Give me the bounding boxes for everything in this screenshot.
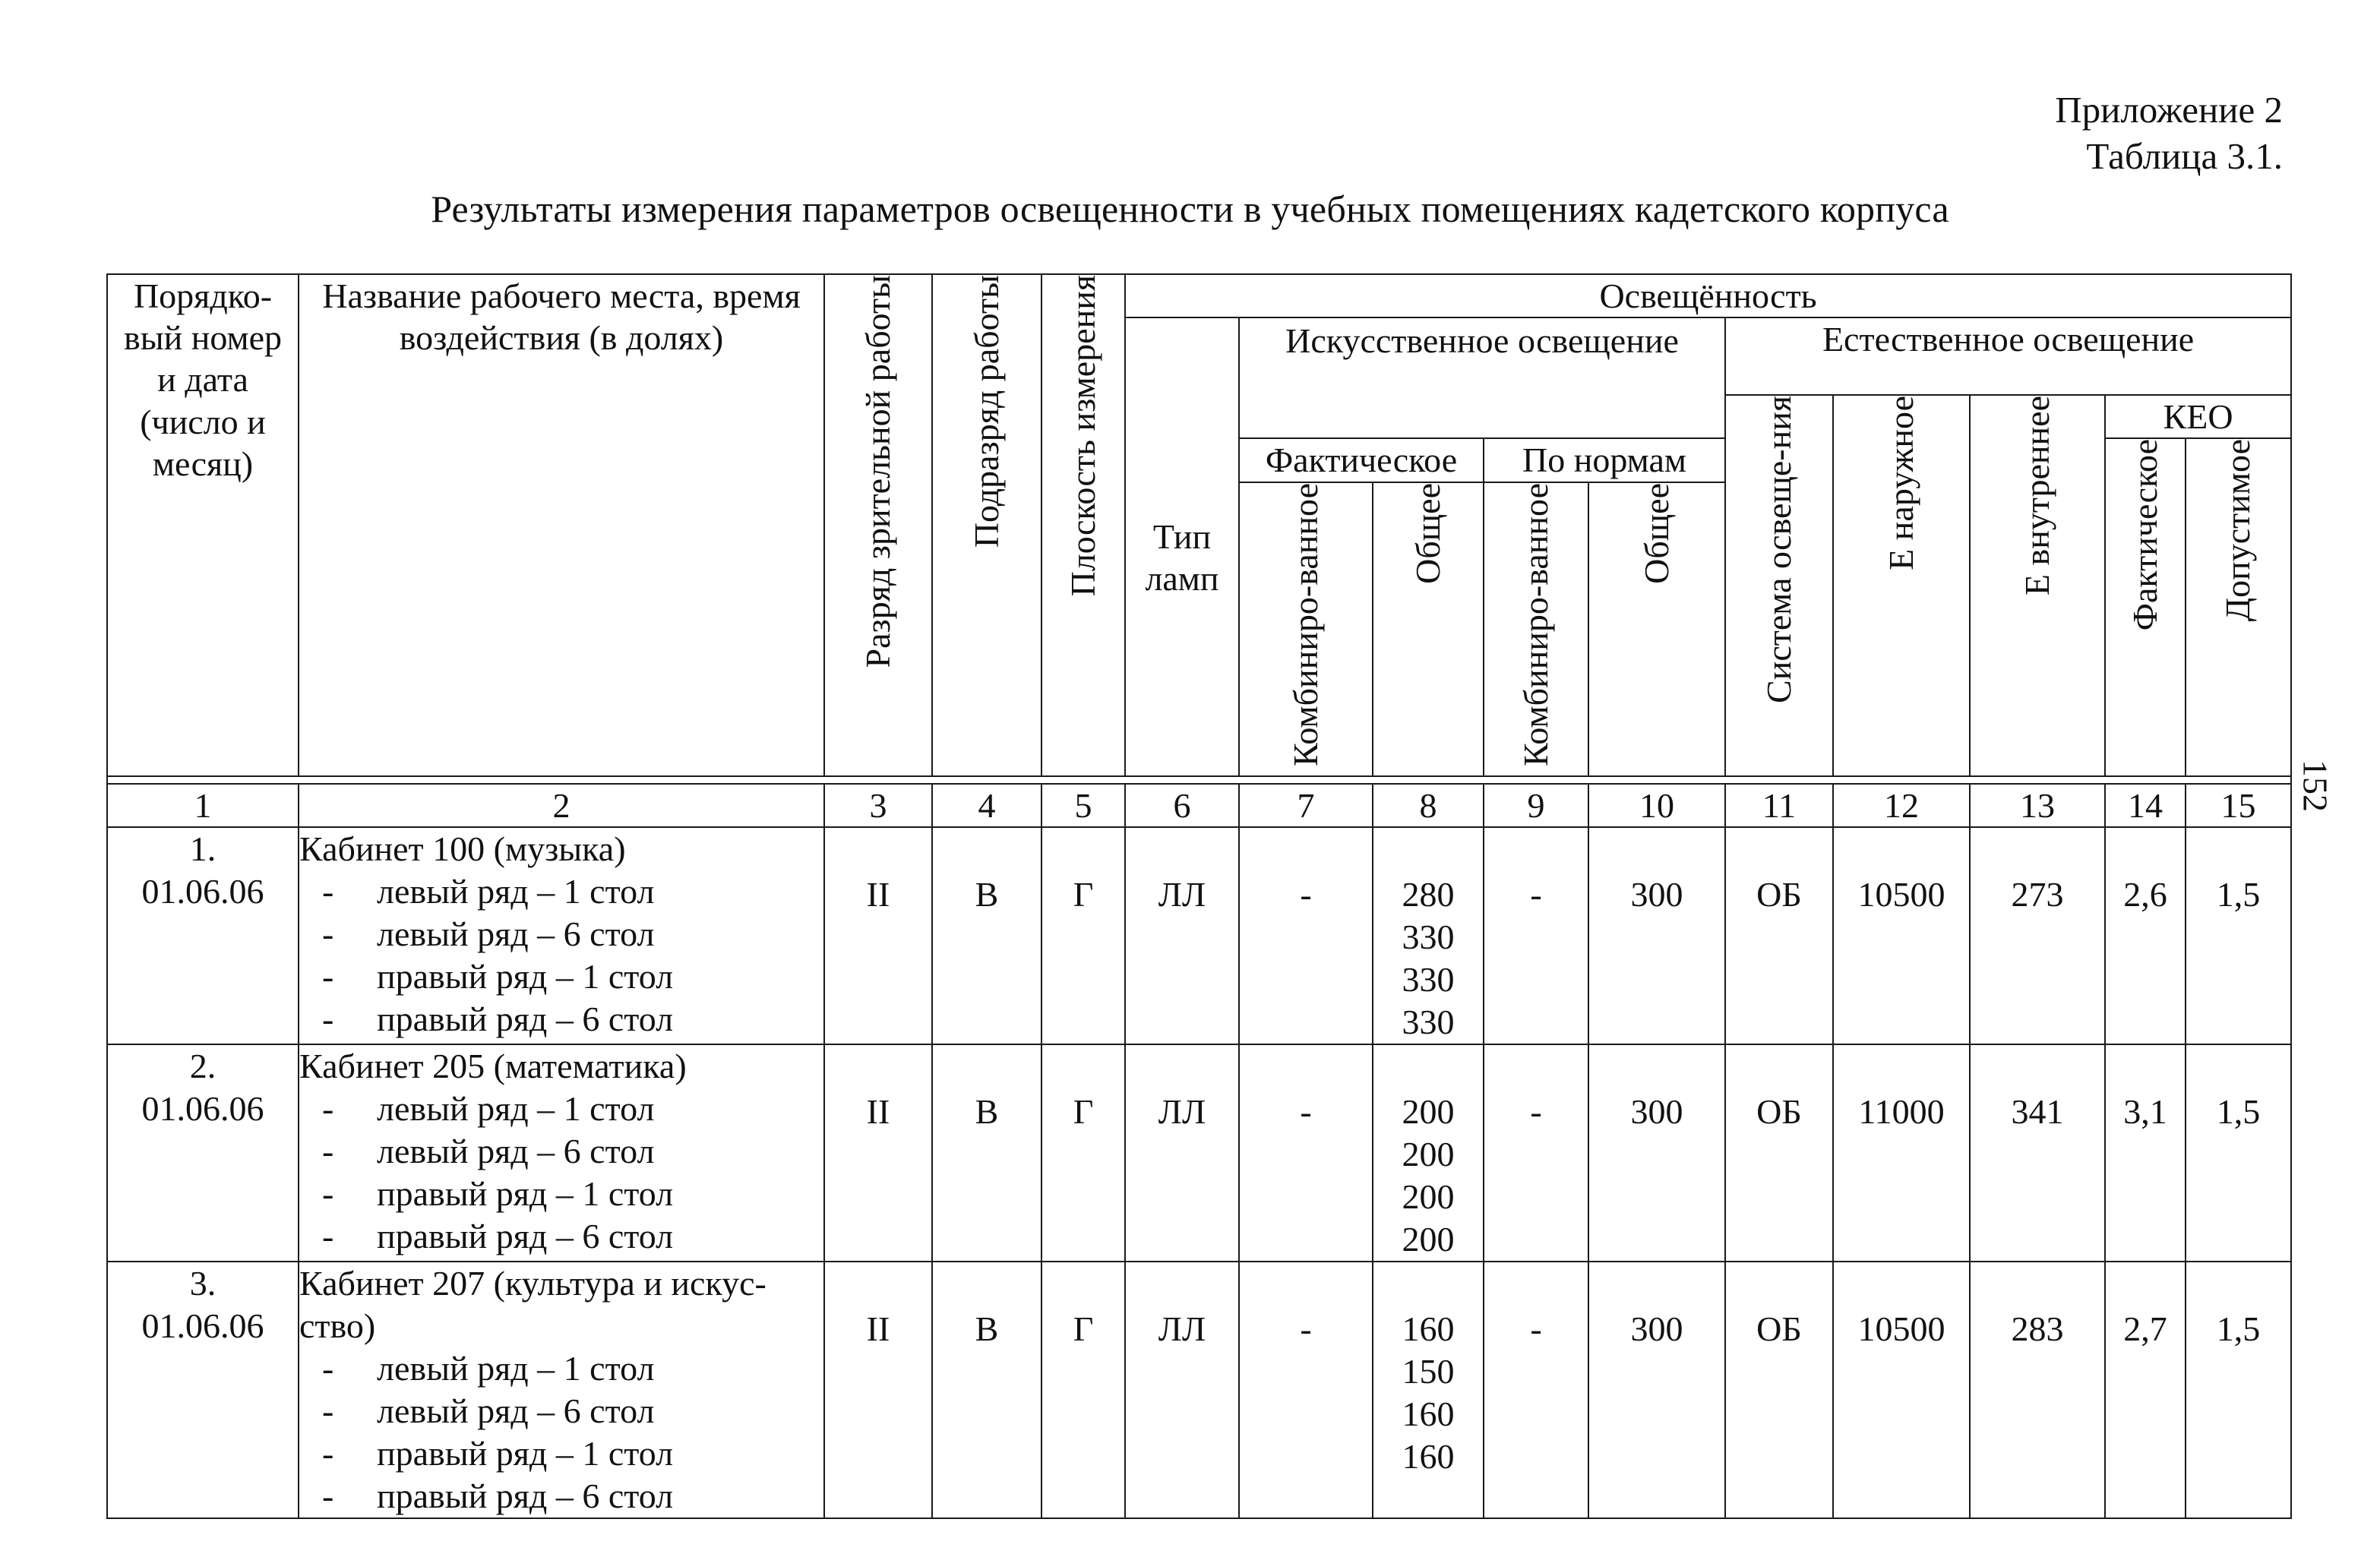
header-natural: Естественное освещение — [1725, 317, 2291, 395]
general-actual-cell: 160 150 160 160 — [1373, 1262, 1484, 1518]
annex-label: Приложение 2 — [2055, 89, 2283, 131]
illumination-results-table — [106, 273, 2292, 1519]
header-e-indoor: Е внутреннее — [1970, 395, 2105, 776]
lamp-type-cell: ЛЛ — [1125, 1044, 1239, 1262]
e-outdoor-cell: 10500 — [1833, 1262, 1970, 1518]
header-subcategory: Подразряд работы — [932, 274, 1041, 776]
list-item: - левый ряд – 1 стол — [322, 1088, 655, 1128]
header-norms: По нормам — [1484, 438, 1725, 482]
row-gap — [107, 776, 2291, 784]
workplace-cell — [299, 1262, 824, 1518]
header-visual-category: Разряд зрительной работы — [824, 274, 932, 776]
general-norm-cell: 300 — [1588, 827, 1725, 1044]
room-name: Кабинет 207 (культура и искус- — [299, 1263, 766, 1303]
e-indoor-cell: 341 — [1970, 1044, 2105, 1262]
list-item: - левый ряд – 6 стол — [322, 914, 655, 953]
combined-norm-cell: - — [1484, 1262, 1588, 1518]
header-illumination: Освещённость — [1125, 274, 2291, 317]
list-item: - левый ряд – 6 стол — [322, 1131, 655, 1170]
header-lighting-system: Система освеще-ния — [1725, 395, 1833, 776]
visual-category-cell: II — [824, 1044, 932, 1262]
lamp-type-cell: ЛЛ — [1125, 827, 1239, 1044]
column-number: 5 — [1041, 784, 1125, 827]
column-number: 15 — [2186, 784, 2291, 827]
column-number: 10 — [1588, 784, 1725, 827]
page-number: 152 — [2296, 760, 2335, 812]
list-item: - правый ряд – 1 стол — [322, 1433, 674, 1473]
table-row — [107, 1044, 2291, 1262]
column-number: 11 — [1725, 784, 1833, 827]
column-number: 3 — [824, 784, 932, 827]
visual-category-cell: II — [824, 1262, 932, 1518]
column-number: 4 — [932, 784, 1041, 827]
keo-actual-cell: 2,6 — [2105, 827, 2186, 1044]
table-row — [107, 827, 2291, 1044]
list-item: - левый ряд – 6 стол — [322, 1391, 655, 1430]
header-general-norm: Общее — [1588, 482, 1725, 776]
list-item: - левый ряд – 1 стол — [322, 871, 655, 911]
list-item: - правый ряд – 1 стол — [322, 1173, 674, 1213]
header-keo-allowed: Допустимое — [2186, 438, 2291, 775]
subcategory-cell: В — [932, 827, 1041, 1044]
header-lamp-type: Тип ламп — [1125, 317, 1239, 776]
header-workplace: Название рабочего места, время воздействия (в долях) — [299, 274, 824, 776]
column-number: 8 — [1373, 784, 1484, 827]
column-number: 9 — [1484, 784, 1588, 827]
keo-allowed-cell: 1,5 — [2186, 1262, 2291, 1518]
room-name-continued: ство) — [299, 1306, 376, 1345]
general-norm-cell: 300 — [1588, 1262, 1725, 1518]
header-actual: Фактическое — [1239, 438, 1484, 482]
column-number: 14 — [2105, 784, 2186, 827]
keo-actual-cell: 2,7 — [2105, 1262, 2186, 1518]
workplace-cell — [299, 1044, 824, 1262]
room-name: Кабинет 205 (математика) — [299, 1046, 687, 1085]
keo-allowed-cell: 1,5 — [2186, 827, 2291, 1044]
lamp-type-cell: ЛЛ — [1125, 1262, 1239, 1518]
column-number: 13 — [1970, 784, 2105, 827]
e-outdoor-cell: 11000 — [1833, 1044, 1970, 1262]
lighting-system-cell: ОБ — [1725, 1262, 1833, 1518]
header-general-actual: Общее — [1373, 482, 1484, 776]
header-plane: Плоскость измерения — [1041, 274, 1125, 776]
header-keo: КЕО — [2105, 395, 2291, 438]
column-number: 12 — [1833, 784, 1970, 827]
combined-actual-cell: - — [1239, 1044, 1373, 1262]
combined-actual-cell: - — [1239, 1262, 1373, 1518]
list-item: - левый ряд – 1 стол — [322, 1348, 655, 1388]
column-number: 1 — [107, 784, 299, 827]
header-artificial: Искусственное освещение — [1239, 317, 1725, 438]
combined-actual-cell: - — [1239, 827, 1373, 1044]
list-item: - правый ряд – 6 стол — [322, 1216, 674, 1255]
plane-cell: Г — [1041, 1044, 1125, 1262]
header-combined-norm: Комбиниро-ванное — [1484, 482, 1588, 776]
general-norm-cell: 300 — [1588, 1044, 1725, 1262]
row-number-date: 1. 01.06.06 — [107, 827, 299, 1044]
combined-norm-cell: - — [1484, 1044, 1588, 1262]
column-number: 7 — [1239, 784, 1373, 827]
plane-cell: Г — [1041, 1262, 1125, 1518]
row-number-date: 2. 01.06.06 — [107, 1044, 299, 1262]
header-order-date: Порядко-вый номер и дата (число и месяц) — [107, 274, 299, 776]
column-number: 2 — [299, 784, 824, 827]
subcategory-cell: В — [932, 1044, 1041, 1262]
list-item: - правый ряд – 6 стол — [322, 1476, 674, 1515]
room-name: Кабинет 100 (музыка) — [299, 829, 626, 868]
keo-allowed-cell: 1,5 — [2186, 1044, 2291, 1262]
general-actual-cell: 280 330 330 330 — [1373, 827, 1484, 1044]
column-number: 6 — [1125, 784, 1239, 827]
e-indoor-cell: 273 — [1970, 827, 2105, 1044]
lighting-system-cell: ОБ — [1725, 1044, 1833, 1262]
header-combined-actual: Комбиниро-ванное — [1239, 482, 1373, 776]
list-item: - правый ряд – 6 стол — [322, 999, 674, 1038]
header-keo-actual: Фактическое — [2105, 438, 2186, 775]
document-title: Результаты измерения параметров освещенности в учебных помещениях кадетского корпуса — [431, 188, 1949, 230]
header-e-outdoor: Е наружное — [1833, 395, 1970, 776]
workplace-cell — [299, 827, 824, 1044]
table-label: Таблица 3.1. — [2086, 135, 2283, 177]
list-item: - правый ряд – 1 стол — [322, 956, 674, 996]
plane-cell: Г — [1041, 827, 1125, 1044]
visual-category-cell: II — [824, 827, 932, 1044]
subcategory-cell: В — [932, 1262, 1041, 1518]
table-row — [107, 1262, 2291, 1518]
general-actual-cell: 200 200 200 200 — [1373, 1044, 1484, 1262]
column-number-row — [107, 784, 2291, 827]
e-indoor-cell: 283 — [1970, 1262, 2105, 1518]
keo-actual-cell: 3,1 — [2105, 1044, 2186, 1262]
e-outdoor-cell: 10500 — [1833, 827, 1970, 1044]
row-number-date: 3. 01.06.06 — [107, 1262, 299, 1518]
lighting-system-cell: ОБ — [1725, 827, 1833, 1044]
combined-norm-cell: - — [1484, 827, 1588, 1044]
